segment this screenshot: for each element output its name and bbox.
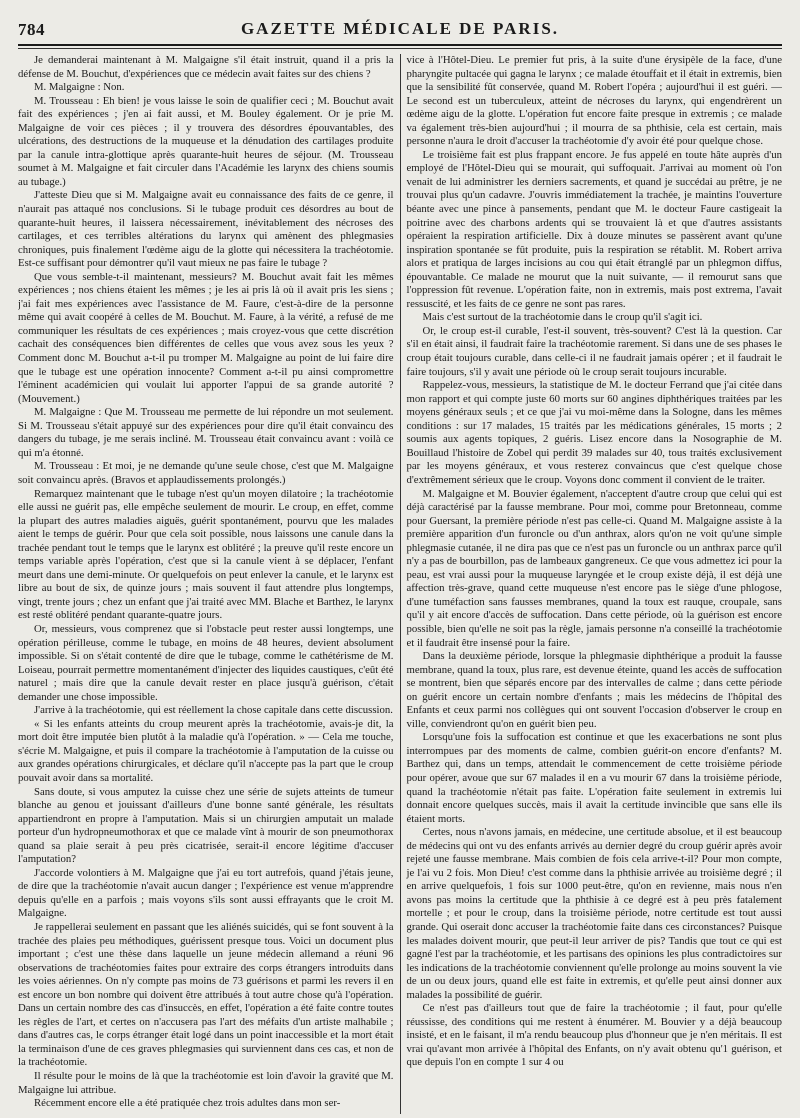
header-rule (18, 48, 782, 49)
paragraph: Remarquez maintenant que le tubage n'est qu'un moyen dilatoire ; la trachéotomie elle aussi ne guérit pas, elle empêche seulement de mourir. Le croup, en effet, comme la plupart des autres maladies aiguës, guérit spontanément, pourvu que les malades aient le temps de guérir. Pour que cela soit possible, nous laissons une canule dans la trachée pendant tout le temps que le larynx est oblitéré ; la preuve qu'il reste encore un temps variable après l'opération, c'est que si la canule vient à se déplacer, l'enfant meurt dans une demi-minute. Or quelquefois on peut enlever la canule, et le larynx est libre au bout de six, de quinze jours ; mais souvent il faut attendre plus longtemps, vingt, trente jours ; chez un enfant que j'ai traité avec MM. Blache et Barthez, le larynx est resté oblitéré pendant quarante-quatre jours. (18, 487, 394, 622)
paragraph: Lorsqu'une fois la suffocation est continue et que les exacerbations ne sont plus interrompues par des moments de calme, combien guérit-on encore d'enfants? M. Barthez qui, dans un temps, attendait le commencement de cette troisième période pour opérer, avoue que sur 67 malades il en a vu mourir 67 dans la troisième période, quand la trachéotomie n'était pas faite. L'opération faite seulement in extremis lui donnait encore quelques succès, mais il avait la certitude invincible que sans elle ils étaient morts. (406, 731, 782, 825)
paragraph: M. Trousseau : Et moi, je ne demande qu'une seule chose, c'est que M. Malgaigne soit convaincu après. (Bravos et applaudissements prolongés.) (18, 460, 394, 486)
paragraph: Or, le croup est-il curable, l'est-il souvent, très-souvent? C'est là la question. Car s'il en était ainsi, il faudrait faire la trachéotomie rarement. Si dans une de ses phases le croup était toujours curable, dans celle-ci il ne faudrait jamais opérer ; et il faudrait le faire toujours, s'il y avait une période où le croup serait toujours incurable. (406, 324, 782, 378)
paragraph: Sans doute, si vous amputez la cuisse chez une série de sujets atteints de tumeur blanche au genou et jouissant d'ailleurs d'une bonne santé générale, les résultats appartiendront en propre à l'amputation. Mais si un chirurgien amputait un malade porteur d'un hydropneumothorax et que ce malade vînt à mourir de son pneumothorax quand sa plaie serait à peu près cicatrisée, serait-il encore légitime d'accuser l'amputation? (18, 785, 394, 866)
paragraph: Récemment encore elle a été pratiquée chez trois adultes dans mon ser- (34, 1097, 341, 1110)
paragraph: M. Malgaigne : Non. (34, 81, 125, 94)
paragraph: M. Malgaigne : Que M. Trousseau me permette de lui répondre un mot seulement. Si M. Trousseau s'était appuyé sur des expériences pour dire qu'il était convaincu des dangers du tubage, je me serais incliné. M. Trousseau était convaincu avant : voilà ce qui m'a étonné. (18, 406, 394, 459)
paragraph: Mais c'est surtout de la trachéotomie dans le croup qu'il s'agit ici. (422, 311, 703, 324)
paragraph: Certes, nous n'avons jamais, en médecine, une certitude absolue, et il est beaucoup de médecins qui ont vu des enfants arrivés au dernier degré du croup guérir après avoir rejeté une fausse membrane. Mais combien de fois cela arrive-t-il? Pour mon compte, je l'ai vu 2 fois. Mon Dieu! c'est comme dans la phthisie arrivée au troisième degré ; il en arrive quelquefois, 1 fois sur 1000 peut-être, qu'on en revienne, mais nous n'en avons pas moins la certitude que la phthisie à ce degré est à peu près fatalement mortelle ; et pour le croup, dans la troisième période, notre certitude est tout aussi grande. Qui oserait donc accuser la trachéotomie faite dans ces circonstances? Puisque les malades doivent mourir, que peut-il leur arriver de pis? Tandis que tout ce qui est gagné l'est par la trachéotomie, et les partisans des opinions les plus contradictoires sur les indications de la trachéotomie conviennent qu'elle prolonge au moins souvent la vie de un ou deux jours, quand elle est faite in extremis, et qu'elle peut ainsi donner aux malades la possibilité de guérir. (406, 826, 782, 1001)
right-column (401, 54, 783, 1114)
paragraph: Je demanderai maintenant à M. Malgaigne s'il était instruit, quand il a pris la défense de M. Bouchut, d'expériences que ce médecin avait faites sur des chiens ? (18, 54, 394, 80)
paragraph: J'atteste Dieu que si M. Malgaigne avait eu connaissance des faits de ce genre, il n'aurait pas attaqué nos conclusions. Si le tubage produit ces désordres au bout de quarante-huit heures, il laissera nécessairement, inévitablement des nécroses des cartilages, et ces terribles altérations du larynx qui amènent des phlegmasies chroniques, puis finalement l'œdème aigu de la glotte qui nécessitera la trachéotomie. Est-ce suffisant pour démontrer qu'il vaut mieux ne pas faire le tubage ? (18, 189, 394, 270)
paragraph: vice à l'Hôtel-Dieu. Le premier fut pris, à la suite d'une érysipèle de la face, d'une pharyngite pultacée qui gagna le larynx ; ce malade étouffait et il était in extremis, bien que la sensibilité fût conservée, quand M. Robert l'opéra ; aujourd'hui il est guéri. — Le second est un tuberculeux, atteint de nécroses du larynx, qui engendrèrent un œdème aigu de la glotte. L'opération fut encore faite presque in extremis ; ce malade va également très-bien aujourd'hui ; il mourra de sa phthisie, cela est certain, mais personne n'aura le droit d'accuser la trachéotomie d'y avoir été pour quelque chose. (406, 54, 782, 148)
paragraph: Or, messieurs, vous comprenez que si l'obstacle peut rester aussi longtemps, une opération périlleuse, comme le tubage, en moins de 48 heures, devient absolument impossible. Si on s'était contenté de dire que le tubage, comme le cathétérisme de M. Loiseau, pourrait permettre momentanément d'injecter des liquides caustiques, c'eût été naturel ; mais dire que la canule devait rester en place jusqu'à guérison, c'était demander une chose impossible. (18, 622, 394, 703)
paragraph: Que vous semble-t-il maintenant, messieurs? M. Bouchut avait fait les mêmes expériences ; nos chiens étaient les mêmes ; je les ai pris là où il avait pris les siens ; j'ai fait mes expériences avec l'assistance de M. Faure, c'est-à-dire de la personne même qui avait coopéré à celles de M. Bouchut. M. Faure, à la vérité, a refusé de me communiquer les résultats de ces expériences ; mais croyez-vous que cette discrétion cachait des conséquences bien différentes de celles que vous avez sous les yeux ? Comment donc M. Bouchut a-t-il pu tromper M. Malgaigne au point de lui faire dire que le tubage est une opération innocente? Comment a-t-il pu ainsi compromettre l'éminent académicien qui voulait lui apporter l'appui de sa grande autorité ? (Mouvement.) (18, 270, 394, 405)
paragraph: Rappelez-vous, messieurs, la statistique de M. le docteur Ferrand que j'ai citée dans mon rapport et qui compte juste 60 morts sur 60 angines diphthériques traitées par les moyens généraux seuls ; et ce que j'ai vu moi-même dans la Sologne, dans les mêmes conditions : sur 17 malades, 15 traités par les médications générales, 15 morts ; 2 soumis aux agents topiques, 2 guéris. Lisez encore dans la Nosographie de M. Bouillaud l'histoire de Zobel qui perdit 39 malades sur 40, tous traités exclusivement par les moyens généraux, et vous resterez convaincus que c'est quelque chose d'extrêmement sérieux que le croup. Voyons donc comment il convient de le traiter. (406, 379, 782, 486)
text-columns (18, 54, 782, 1114)
paragraph: Ce n'est pas d'ailleurs tout que de faire la trachéotomie ; il faut, pour qu'elle réussisse, des conditions qui me restent à énumérer. M. Bouvier y a déjà beaucoup insisté, et en le faisant, il m'a rendu beaucoup plus d'honneur que je n'en méritais. Il est vrai qu'avant mon arrivée à l'hôpital des Enfants, on n'y avait obtenu qu'1 guérison, et que depuis l'on en compte 1 sur 4 ou (406, 1002, 782, 1069)
paragraph: M. Malgaigne et M. Bouvier également, n'acceptent d'autre croup que celui qui est déjà caractérisé par la fausse membrane. Pour moi, comme pour Bretonneau, comme pour Guersant, la première période n'est pas celle-ci. Quand M. Malgaigne assiste à la première apparition d'un furoncle ou d'un anthrax, alors qu'on ne voit qu'une simple phlegmasie cutanée, il ne dira pas que ce n'est pas un furoncle ou un anthrax parce qu'il n'y a pas de bourbillon, pas de lambeaux gangreneux. Ce que vous admettez ici pour la peau, est vrai aussi pour la muqueuse laryngée et le croup existe déjà, il est déjà une affection très-grave, quand cette muqueuse n'est encore pas le siège d'une phlogose, d'une tuméfaction sans fausses membranes, quand la toux est rauque, croupale, sans qu'il y ait encore d'accès de suffocation. Dans cette période, où la guérison est encore possible, bien qu'elle ne soit pas la règle, jamais personne n'a conseillé la trachéotomie et il faudrait être insensé pour la faire. (406, 487, 782, 649)
paragraph: J'accorde volontiers à M. Malgaigne que j'ai eu tort autrefois, quand j'étais jeune, de dire que la trachéotomie n'avait aucun danger ; l'expérience est venue m'apprendre depuis qu'elle en a parfois ; mais voyons s'ils sont aussi effrayants que le croit M. Malgaigne. (18, 866, 394, 920)
page-number: 784 (18, 20, 45, 39)
paragraph: Je rappellerai seulement en passant que les aliénés suicidés, qui se font souvent à la trachée des plaies peu méthodiques, guérissent presque tous. Voici un document plus important ; c'est une thèse dans laquelle un jeune médecin allemand a réuni 96 observations de trachéotomies faites pour extraire des corps étrangers introduits dans les voies aériennes. On n'y compte pas moins de 73 guérisons et parmi les revers il en est encore un bon nombre qui doivent être attribués à tout autre chose qu'à l'opération. Dans un certain nombre des cas d'insuccès, en effet, l'opération a été faite contre toutes les règles de l'art, et certes on n'accusera pas l'art des méfaits d'un artiste malhabile ; dans d'autres cas, le corps étranger était logé dans un point inaccessible et la mort était la terminaison d'une de ces graves phlegmasies qui surviennent dans ces cas, et non de la trachéotomie. (18, 921, 394, 1069)
left-column (18, 54, 401, 1114)
paragraph: Le troisième fait est plus frappant encore. Je fus appelé en toute hâte auprès d'un employé de l'Hôtel-Dieu qui se mourait, qui suffoquait. J'arrivai au moment où l'on venait de lui administrer les derniers sacrements, et quand je succédai au prêtre, je ne trouvai plus qu'un cadavre. J'ouvris immédiatement la trachée, je maintins l'ouverture béante avec une pince à pansements, pendant que M. le docteur Faure castigeait la poitrine avec des charbons ardents qui se trouvaient là et que d'autres assistants opéraient la respiration artificielle. Dix à douze minutes se passèrent avant qu'une inspiration spontanée se fût produite, puis la respiration se rétablit. M. Robert arriva alors et pratiqua de larges incisions au cou qui était étranglé par un phlegmon diffus, épouvantable. Ce malade ne mourut que la nuit suivante, — il remourut sans que l'oppression fût revenue. L'opération faite, non in extremis, mais post extrema, l'avait ressuscité, et les faits de ce genre ne sont pas rares. (406, 148, 782, 310)
paragraph: M. Trousseau : Eh bien! je vous laisse le soin de qualifier ceci ; M. Bouchut avait fait des expériences ; j'en ai fait aussi, et M. Bouley également. Or je prie M. Malgaigne de voir ces pièces ; il y trouvera des désordres épouvantables, des ulcérations, des destructions de la muqueuse et la dénudation des cartilages produite par la canule intra-glottique après quarante-huit heures de séjour. (M. Trousseau soumet à M. Malgaigne et fait circuler dans l'Académie les larynx des chiens soumis au tubage.) (18, 94, 394, 188)
paragraph: « Si les enfants atteints du croup meurent après la trachéotomie, avais-je dit, la mort doit être imputée bien plutôt à la maladie qu'à l'opération. » — Cela me touche, s'écrie M. Malgaigne, et puis il compare la trachéotomie à l'amputation de la cuisse ou aux grandes opérations chirurgicales, et déclare qu'il n'accepte pas la part que le croup pouvait avoir dans sa mortalité. (18, 717, 394, 784)
paragraph: Dans la deuxième période, lorsque la phlegmasie diphthérique a produit la fausse membrane, quand la toux, plus rare, est devenue éteinte, quand les accès de suffocation se montrent, bien que séparés encore par des intervalles de calme ; dans cette période on guérit encore un certain nombre d'enfants ; mais les médecins de l'hôpital des Enfants et ceux parmi nos collègues qui ont souvent l'occasion d'observer le croup en ville, conviendront qu'on en guérit bien peu. (406, 650, 782, 730)
paragraph: J'arrive à la trachéotomie, qui est réellement la chose capitale dans cette discussion. (34, 704, 393, 717)
paragraph: Il résulte pour le moins de là que la trachéotomie est loin d'avoir la gravité que M. Malgaigne lui attribue. (18, 1070, 394, 1096)
page-header (18, 18, 782, 46)
journal-title: GAZETTE MÉDICALE DE PARIS. (240, 19, 560, 38)
